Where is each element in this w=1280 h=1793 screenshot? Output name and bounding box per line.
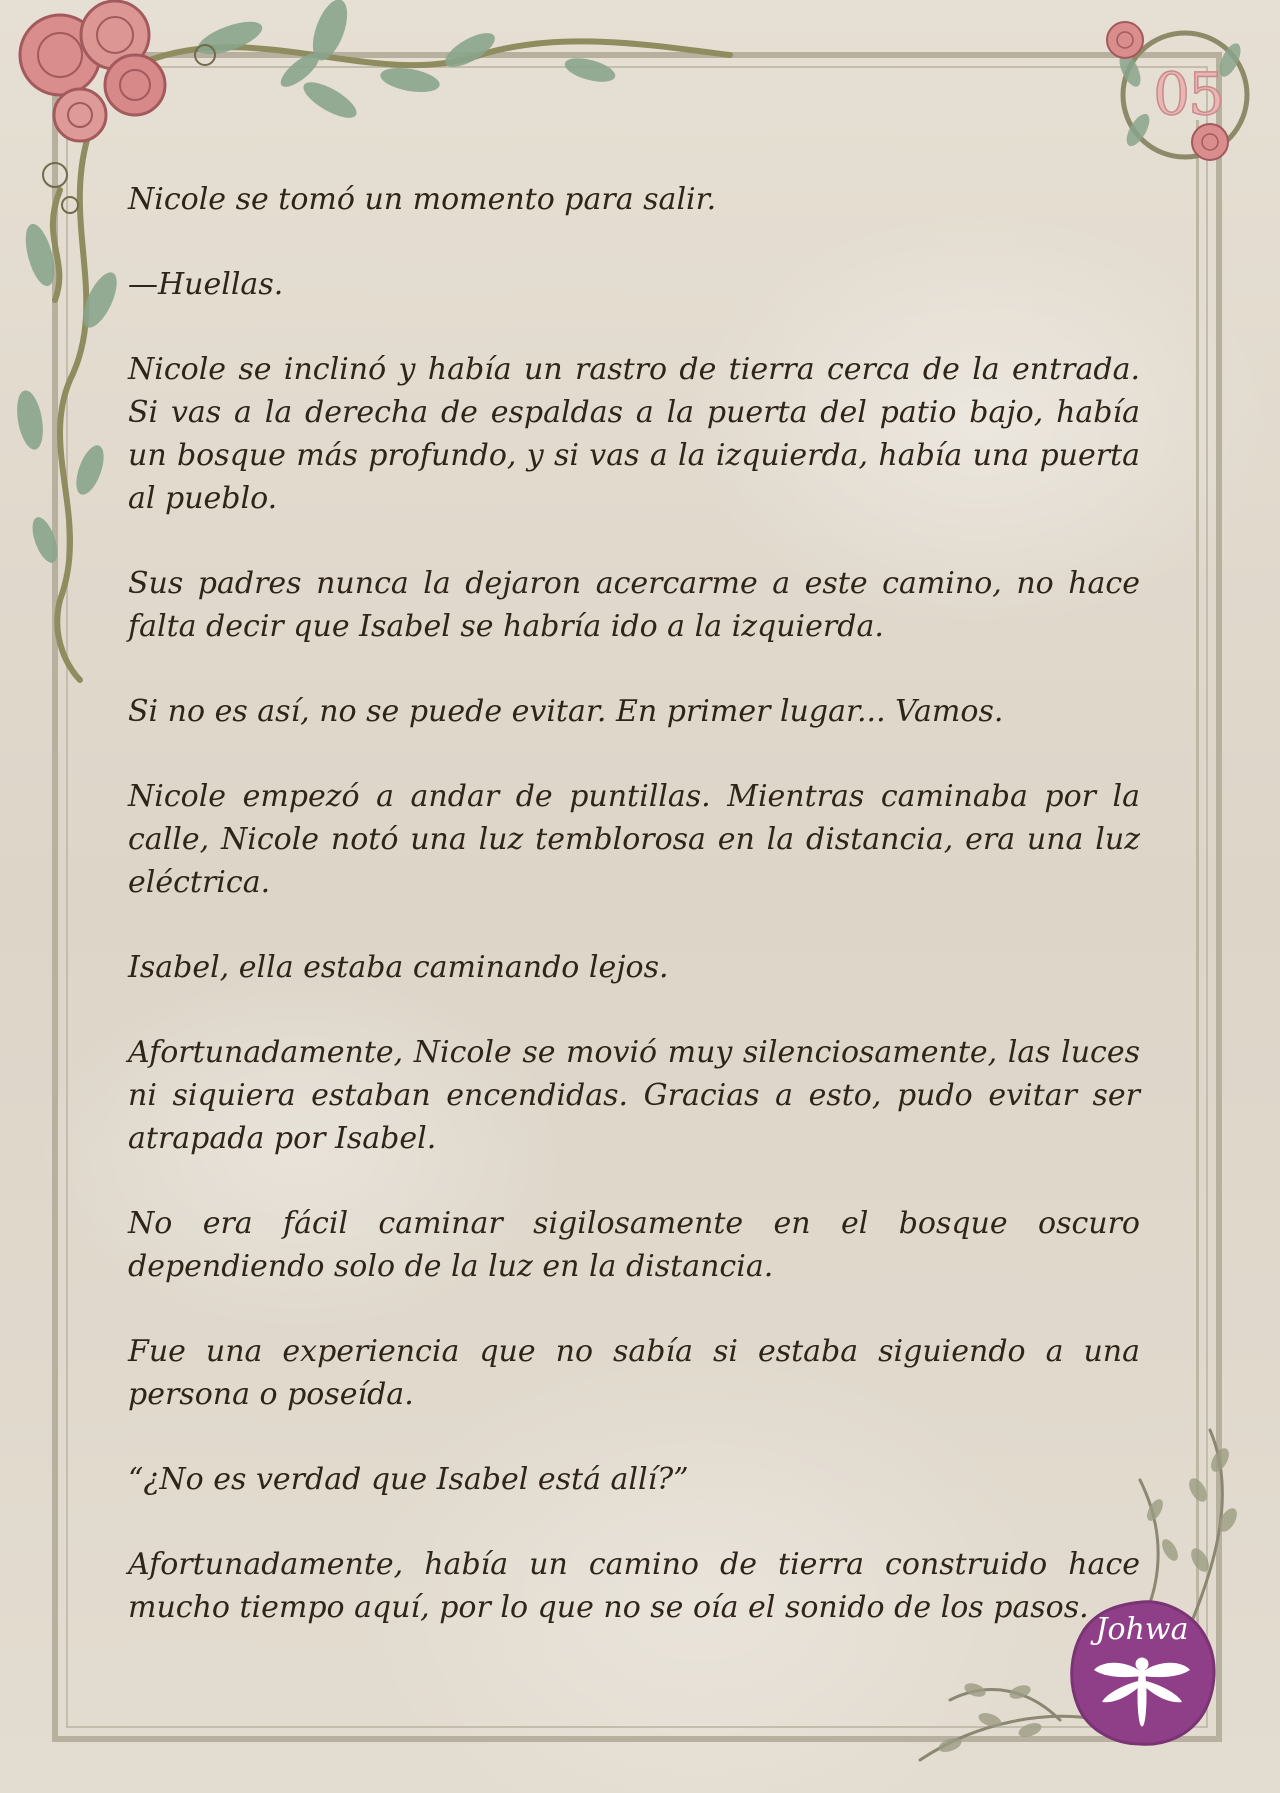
paragraph: No era fácil caminar sigilosamente en el bosque oscuro dependiendo solo de la luz en la distancia. — [128, 1206, 1140, 1284]
paragraph: Nicole empezó a andar de puntillas. Mientras caminaba por la calle, Nicole notó una luz temblorosa en la distancia, era una luz eléctrica. — [128, 779, 1140, 900]
page-number: 05 — [1153, 60, 1223, 128]
paragraph: Si no es así, no se puede evitar. En primer lugar... Vamos. — [128, 694, 1004, 729]
paragraph: “¿No es verdad que Isabel está allí?” — [128, 1462, 689, 1497]
paragraph: Isabel, ella estaba caminando lejos. — [128, 950, 669, 985]
paragraph: Nicole se inclinó y había un rastro de tierra cerca de la entrada. Si vas a la derecha de espaldas a la puerta del patio bajo, había un bosque más profundo, y si vas a la izquierda, había una puerta al pueblo. — [128, 352, 1140, 516]
story-text — [128, 178, 1140, 1671]
paragraph: Afortunadamente, Nicole se movió muy silenciosamente, las luces ni siquiera estaban encendidas. Gracias a esto, pudo evitar ser atrapada por Isabel. — [128, 1035, 1140, 1156]
paragraph: —Huellas. — [128, 267, 284, 302]
paragraph: Nicole se tomó un momento para salir. — [128, 182, 717, 217]
paragraph: Fue una experiencia que no sabía si estaba siguiendo a una persona o poseída. — [128, 1334, 1140, 1412]
paragraph: Afortunadamente, había un camino de tierra construido hace mucho tiempo aquí, por lo que no se oía el sonido de los pasos. — [128, 1547, 1140, 1625]
watermark-text: Johwa — [1095, 1612, 1189, 1647]
paragraph: Sus padres nunca la dejaron acercarme a este camino, no hace falta decir que Isabel se habría ido a la izquierda. — [128, 566, 1140, 644]
